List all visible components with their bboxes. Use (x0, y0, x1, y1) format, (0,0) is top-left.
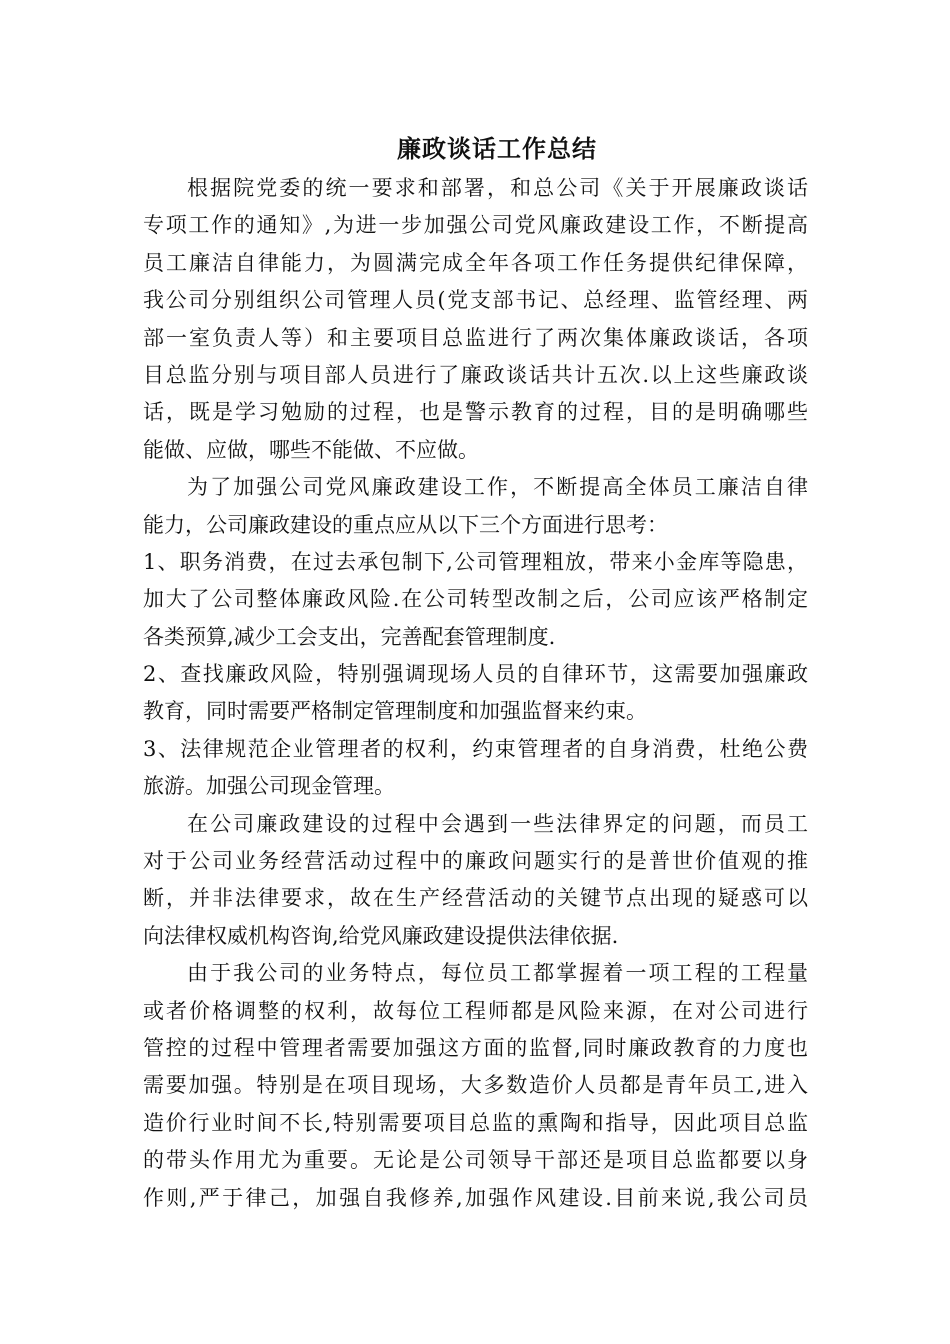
document-title: 廉政谈话工作总结 (397, 135, 597, 163)
body-text-line: 加大了公司整体廉政风险.在公司转型改制之后，公司应该严格制定 (143, 587, 808, 612)
body-text-line: 作则,严于律己，加强自我修养,加强作风建设.目前来说,我公司员 (143, 1185, 808, 1210)
body-text-line: 在公司廉政建设的过程中会遇到一些法律界定的问题，而员工 (187, 811, 808, 836)
body-text-line: 1、职务消费，在过去承包制下,公司管理粗放，带来小金库等隐患， (143, 549, 808, 574)
body-text-line: 话，既是学习勉励的过程，也是警示教育的过程，目的是明确哪些 (143, 400, 808, 425)
body-text-line: 能力，公司廉政建设的重点应从以下三个方面进行思考： (143, 512, 668, 537)
body-text-line: 3、法律规范企业管理者的权利，约束管理者的自身消费，杜绝公费 (143, 736, 808, 761)
body-text-line: 需要加强。特别是在项目现场，大多数造价人员都是青年员工,进入 (143, 1073, 808, 1098)
body-text-line: 旅游。加强公司现金管理。 (143, 774, 395, 799)
document-body (143, 170, 808, 1217)
body-text-line: 管控的过程中管理者需要加强这方面的监督,同时廉政教育的力度也 (143, 1035, 808, 1060)
body-text-line: 教育，同时需要严格制定管理制度和加强监督来约束。 (143, 699, 647, 724)
body-text-line: 2、查找廉政风险，特别强调现场人员的自律环节，这需要加强廉政 (143, 662, 808, 687)
body-text-line: 各类预算,减少工会支出，完善配套管理制度. (143, 624, 556, 649)
body-text-line: 部一室负责人等）和主要项目总监进行了两次集体廉政谈话，各项 (143, 325, 808, 350)
body-text-line: 目总监分别与项目部人员进行了廉政谈话共计五次.以上这些廉政谈 (143, 362, 808, 387)
body-text-line: 我公司分别组织公司管理人员(党支部书记、总经理、监管经理、两 (143, 288, 808, 313)
body-text-line: 专项工作的通知》,为进一步加强公司党风廉政建设工作，不断提高 (143, 213, 808, 238)
body-text-line: 能做、应做，哪些不能做、不应做。 (143, 437, 479, 462)
body-text-line: 造价行业时间不长,特别需要项目总监的熏陶和指导，因此项目总监 (143, 1110, 808, 1135)
body-text-line: 对于公司业务经营活动过程中的廉政问题实行的是普世价值观的推 (143, 849, 808, 874)
body-text-line: 由于我公司的业务特点，每位员工都掌握着一项工程的工程量 (187, 961, 808, 986)
body-text-line: 向法律权威机构咨询,给党风廉政建设提供法律依据. (143, 923, 619, 948)
body-text-line: 员工廉洁自律能力，为圆满完成全年各项工作任务提供纪律保障， (143, 250, 808, 275)
body-text-line: 的带头作用尤为重要。无论是公司领导干部还是项目总监都要以身 (143, 1148, 808, 1173)
body-text-line: 根据院党委的统一要求和部署，和总公司《关于开展廉政谈话 (187, 176, 808, 200)
body-text-line: 为了加强公司党风廉政建设工作，不断提高全体员工廉洁自律 (187, 475, 808, 500)
body-text-line: 断，并非法律要求，故在生产经营活动的关键节点出现的疑惑可以 (143, 886, 808, 911)
body-text-line: 或者价格调整的权利，故每位工程师都是风险来源，在对公司进行 (143, 998, 808, 1023)
